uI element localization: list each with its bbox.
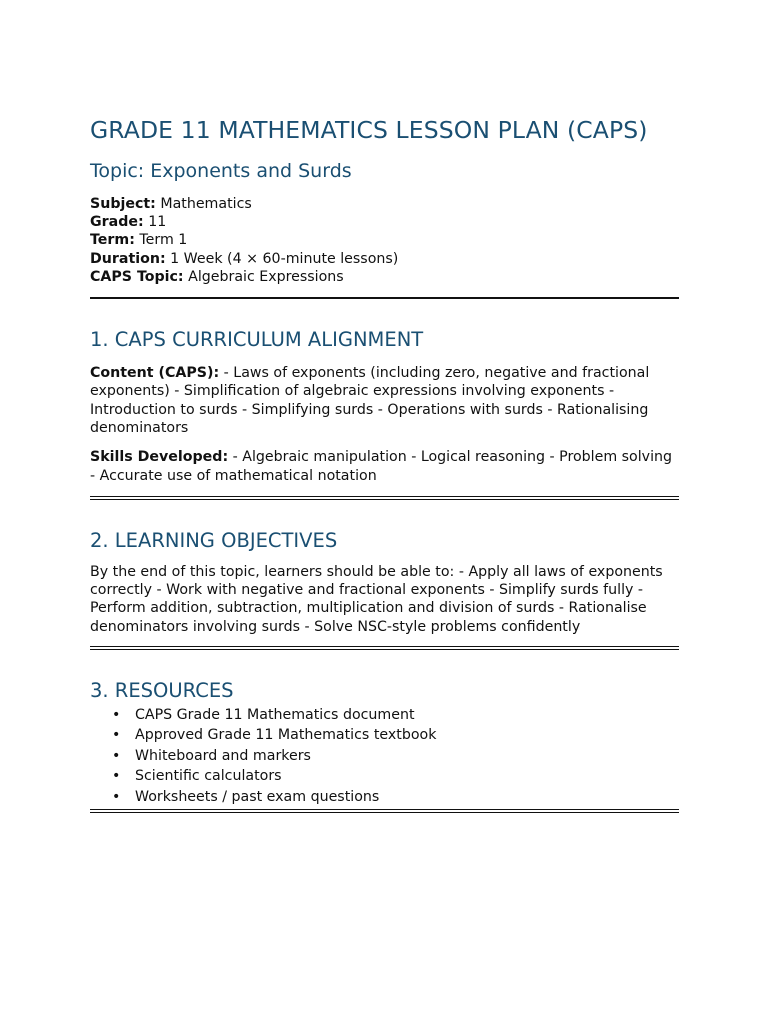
list-item <box>90 725 679 745</box>
meta-caps-topic <box>90 268 679 286</box>
meta-label: Subject: <box>90 196 156 212</box>
resources-list <box>90 705 679 807</box>
content-paragraph <box>90 364 679 437</box>
meta-value: Mathematics <box>160 196 252 212</box>
meta-value: Term 1 <box>139 232 188 249</box>
list-item-text: Whiteboard and markers <box>135 747 311 764</box>
divider <box>90 809 679 813</box>
meta-value: 1 Week (4 × 60-minute lessons) <box>170 250 399 267</box>
list-item-text: Approved Grade 11 Mathematics textbook <box>135 727 437 744</box>
meta-label: Duration: <box>90 250 166 267</box>
meta-value: 11 <box>148 214 167 231</box>
meta-label: Grade: <box>90 214 144 231</box>
divider <box>90 646 679 650</box>
list-item <box>90 746 679 766</box>
list-item <box>90 787 679 807</box>
meta-label: CAPS Topic: <box>90 268 184 285</box>
section-heading-resources: 3. RESOURCES <box>90 678 234 702</box>
document-title: GRADE 11 MATHEMATICS LESSON PLAN (CAPS) <box>90 116 648 144</box>
list-item <box>90 766 679 786</box>
skills-paragraph <box>90 448 679 485</box>
section-heading-alignment: 1. CAPS CURRICULUM ALIGNMENT <box>90 328 424 352</box>
meta-value: Algebraic Expressions <box>188 268 344 285</box>
bullet-icon: • <box>112 706 121 723</box>
meta-duration <box>90 250 679 268</box>
section-heading-objectives: 2. LEARNING OBJECTIVES <box>90 528 338 552</box>
list-item-text: CAPS Grade 11 Mathematics document <box>135 706 415 723</box>
divider <box>90 297 679 299</box>
list-item <box>90 705 679 725</box>
objectives-paragraph: By the end of this topic, learners should be able to: - Apply all laws of exponents correctly - Work with negative and fractional exponents - Simplify surds fully - Perform addition, subtraction, multiplication and division of surds - Rationalise denominators involving surds - Solve NSC-style problems confidently <box>90 563 663 635</box>
list-item-text: Scientific calculators <box>135 768 282 785</box>
meta-grade <box>90 213 679 231</box>
skills-label: Skills Developed: <box>90 449 229 466</box>
content-label: Content (CAPS): <box>90 365 220 382</box>
divider <box>90 496 679 500</box>
topic-heading: Topic: Exponents and Surds <box>90 160 352 182</box>
bullet-icon: • <box>112 788 121 805</box>
lesson-metadata <box>90 195 679 286</box>
content-text: - Laws of exponents (including zero, negative and fractional exponents) - Simplification of algebraic expressions involving exponents - Introduction to surds - Simplifying surds - Operations with surds - Rationalising denominators <box>90 365 650 436</box>
bullet-icon: • <box>112 727 121 744</box>
bullet-icon: • <box>112 768 121 785</box>
bullet-icon: • <box>112 747 121 764</box>
skills-text: - Algebraic manipulation - Logical reasoning - Problem solving - Accurate use of mathematical notation <box>90 449 673 484</box>
meta-subject <box>90 195 679 213</box>
document-body <box>90 116 679 813</box>
list-item-text: Worksheets / past exam questions <box>135 788 380 805</box>
meta-label: Term: <box>90 232 135 249</box>
meta-term <box>90 231 679 249</box>
